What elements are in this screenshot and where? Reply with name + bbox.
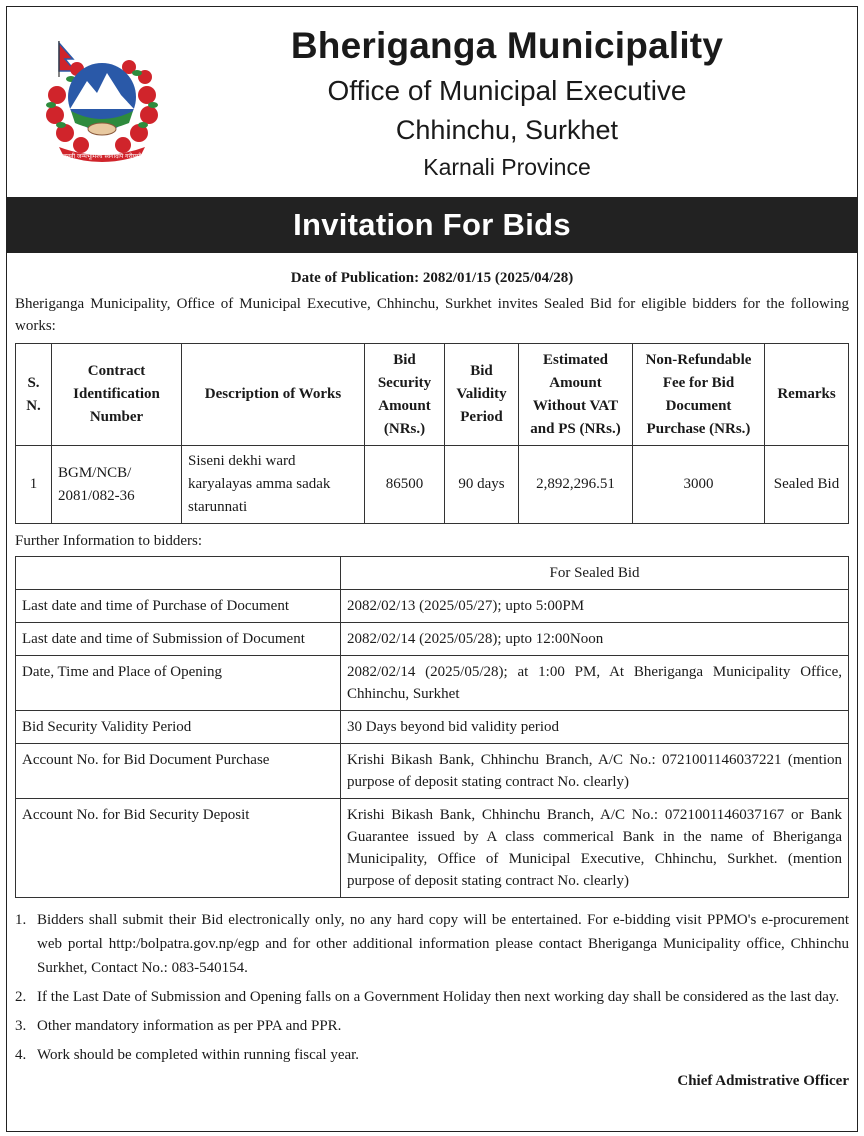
list-item [15, 1043, 849, 1067]
publication-date: Date of Publication: 2082/01/15 (2025/04/28) [290, 270, 574, 286]
list-item [15, 985, 849, 1009]
info-key: Account No. for Bid Document Purchase [16, 744, 341, 799]
info-value: 30 Days beyond bid validity period [341, 711, 849, 744]
note-number: 1. [15, 912, 27, 928]
note-number: 4. [15, 1047, 27, 1063]
info-key: Account No. for Bid Security Deposit [16, 799, 341, 898]
header-estimated: Estimated Amount Without VAT and PS (NRs.) [519, 344, 633, 446]
office-location: Chhinchu, Surkhet [395, 115, 619, 145]
cell-bid-security: 86500 [365, 446, 445, 524]
letterhead-text [157, 7, 857, 181]
works-table-header [16, 344, 849, 446]
header-remarks: Remarks [765, 344, 849, 446]
header-bid-security: Bid Security Amount (NRs.) [365, 344, 445, 446]
note-text: Bidders shall submit their Bid electronically only, no any hard copy will be entertained. For e-bidding visit PPMO's e-procurement web portal http:/bolpatra.gov.np/egp and for other additional information please contact Bheriganga Municipality office, Chhinchu Surkhet, Contact No.: 083-540154. [37, 912, 849, 976]
info-header-value: For Sealed Bid [341, 557, 849, 590]
cell-description: Siseni dekhi ward karyalayas amma sadak starunnati [182, 446, 365, 524]
works-table [15, 343, 849, 524]
note-number: 3. [15, 1018, 27, 1034]
signature-line: Chief Admistrative Officer [677, 1073, 849, 1089]
table-row [16, 590, 849, 623]
info-table-header [16, 557, 849, 590]
notice-title-banner: Invitation For Bids [7, 197, 857, 253]
nepal-emblem-icon [37, 37, 167, 162]
cell-remarks: Sealed Bid [765, 446, 849, 524]
info-value: 2082/02/14 (2025/05/28); at 1:00 PM, At Bheriganga Municipality Office, Chhinchu, Surkhet [341, 656, 849, 711]
info-table [15, 556, 849, 898]
list-item [15, 908, 849, 980]
header-sn: S. N. [16, 344, 52, 446]
table-row [16, 656, 849, 711]
further-info-label: Further Information to bidders: [15, 533, 203, 549]
info-header-key [16, 557, 341, 590]
info-key: Last date and time of Submission of Document [16, 623, 341, 656]
cell-contract-id: BGM/NCB/ 2081/082-36 [52, 446, 182, 524]
province-name: Karnali Province [423, 154, 591, 180]
info-value: Krishi Bikash Bank, Chhinchu Branch, A/C No.: 0721001146037167 or Bank Guarantee issued by A class commerical Bank in the name of Bheriganga Municipality, Office of Municipal Executive, Chhinchu, Surkhet. (mention purpose of deposit stating contract No. clearly) [341, 799, 849, 898]
cell-validity: 90 days [445, 446, 519, 524]
table-row [16, 744, 849, 799]
cell-estimated: 2,892,296.51 [519, 446, 633, 524]
emblem-caption: जननी जन्मभूमिश्च स्वर्गादपि गरीयसी [62, 153, 142, 160]
notes-list [15, 908, 849, 1067]
cell-sn: 1 [16, 446, 52, 524]
cell-fee: 3000 [633, 446, 765, 524]
note-text: Other mandatory information as per PPA and PPR. [37, 1018, 342, 1034]
office-name: Office of Municipal Executive [327, 75, 687, 106]
table-row [16, 711, 849, 744]
header-contract-id: Contract Identification Number [52, 344, 182, 446]
letterhead [7, 7, 857, 197]
info-key: Date, Time and Place of Opening [16, 656, 341, 711]
header-validity: Bid Validity Period [445, 344, 519, 446]
notice-page [6, 6, 858, 1132]
header-fee: Non-Refundable Fee for Bid Document Purchase (NRs.) [633, 344, 765, 446]
header-description: Description of Works [182, 344, 365, 446]
intro-paragraph: Bheriganga Municipality, Office of Municipal Executive, Chhinchu, Surkhet invites Sealed Bid for eligible bidders for the following works: [15, 296, 849, 334]
table-row [16, 623, 849, 656]
note-text: Work should be completed within running fiscal year. [37, 1047, 360, 1063]
info-value: 2082/02/13 (2025/05/27); upto 5:00PM [341, 590, 849, 623]
info-key: Last date and time of Purchase of Document [16, 590, 341, 623]
info-value: 2082/02/14 (2025/05/28); upto 12:00Noon [341, 623, 849, 656]
table-row [16, 799, 849, 898]
info-value: Krishi Bikash Bank, Chhinchu Branch, A/C No.: 0721001146037221 (mention purpose of deposit stating contract No. clearly) [341, 744, 849, 799]
list-item [15, 1014, 849, 1038]
info-key: Bid Security Validity Period [16, 711, 341, 744]
org-name: Bheriganga Municipality [290, 25, 724, 66]
note-number: 2. [15, 989, 27, 1005]
notice-body [15, 265, 849, 1092]
table-row [16, 446, 849, 524]
note-text: If the Last Date of Submission and Opening falls on a Government Holiday then next working day shall be considered as the last day. [37, 989, 840, 1005]
